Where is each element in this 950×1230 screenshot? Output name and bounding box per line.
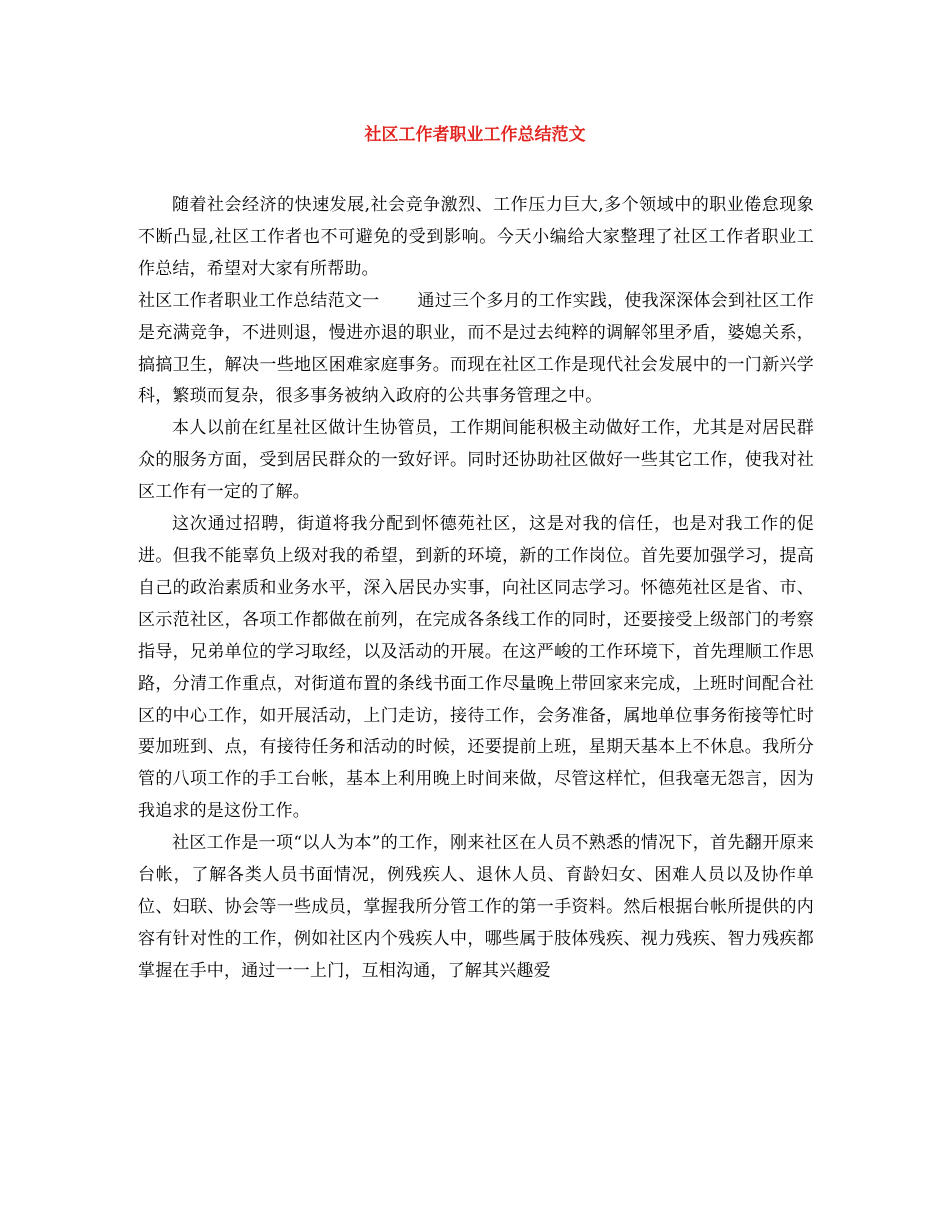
intro-paragraph: 随着社会经济的快速发展,社会竞争激烈、工作压力巨大,多个领域中的职业倦怠现象不断凸显,社区工作者也不可避免的受到影响。今天小编给大家整理了社区工作者职业工作总结，希望对大家有所帮助。 <box>138 195 814 279</box>
body-paragraph-1: 本人以前在红星社区做计生协管员，工作期间能积极主动做好工作，尤其是对居民群众的服务方面，受到居民群众的一致好评。同时还协助社区做好一些其它工作，使我对社区工作有一定的了解。 <box>138 418 814 503</box>
body-paragraph-3: 社区工作是一项“以人为本”的工作，刚来社区在人员不熟悉的情况下，首先翻开原来台帐，了解各类人员书面情况，例残疾人、退休人员、育龄妇女、困难人员以及协作单位、妇联、协会等一些成员，掌握我所分管工作的第一手资料。然后根据台帐所提供的内容有针对性的工作，例如社区内个残疾人中，哪些属于肢体残疾、视力残疾、智力残疾都掌握在手中，通过一一上门，互相沟通，了解其兴趣爱 <box>138 833 814 981</box>
document-title: 社区工作者职业工作总结范文 <box>364 125 586 145</box>
section-first-text: 通过三个多月的工作实践，使我深深体会到社区工作是充满竞争，不进则退，慢进亦退的职业，而不是过去纯粹的调解邻里矛盾，婆媳关系，搞搞卫生，解决一些地区困难家庭事务。而现在社区工作是现代社会发展中的一门新兴学科，繁琐而复杂，很多事务被纳入政府的公共事务管理之中。 <box>138 290 814 407</box>
document-body <box>138 190 814 988</box>
section-heading: 社区工作者职业工作总结范文一 <box>138 290 380 311</box>
body-paragraph-2: 这次通过招聘，街道将我分配到怀德苑社区，这是对我的信任，也是对我工作的促进。但我不能辜负上级对我的希望，到新的环境，新的工作岗位。首先要加强学习，提高自己的政治素质和业务水平，深入居民办实事，向社区同志学习。怀德苑社区是省、市、区示范社区，各项工作都做在前列，在完成各条线工作的同时，还要接受上级部门的考察指导，兄弟单位的学习取经，以及活动的开展。在这严峻的工作环境下，首先理顺工作思路，分清工作重点，对街道布置的条线书面工作尽量晚上带回家来完成，上班时间配合社区的中心工作，如开展活动，上门走访，接待工作，会务准备，属地单位事务衔接等忙时要加班到、点，有接待任务和活动的时候，还要提前上班，星期天基本上不休息。我所分管的八项工作的手工台帐，基本上利用晚上时间来做，尽管这样忙，但我毫无怨言，因为我追求的是这份工作。 <box>138 514 814 822</box>
section-first-paragraph <box>138 286 814 414</box>
